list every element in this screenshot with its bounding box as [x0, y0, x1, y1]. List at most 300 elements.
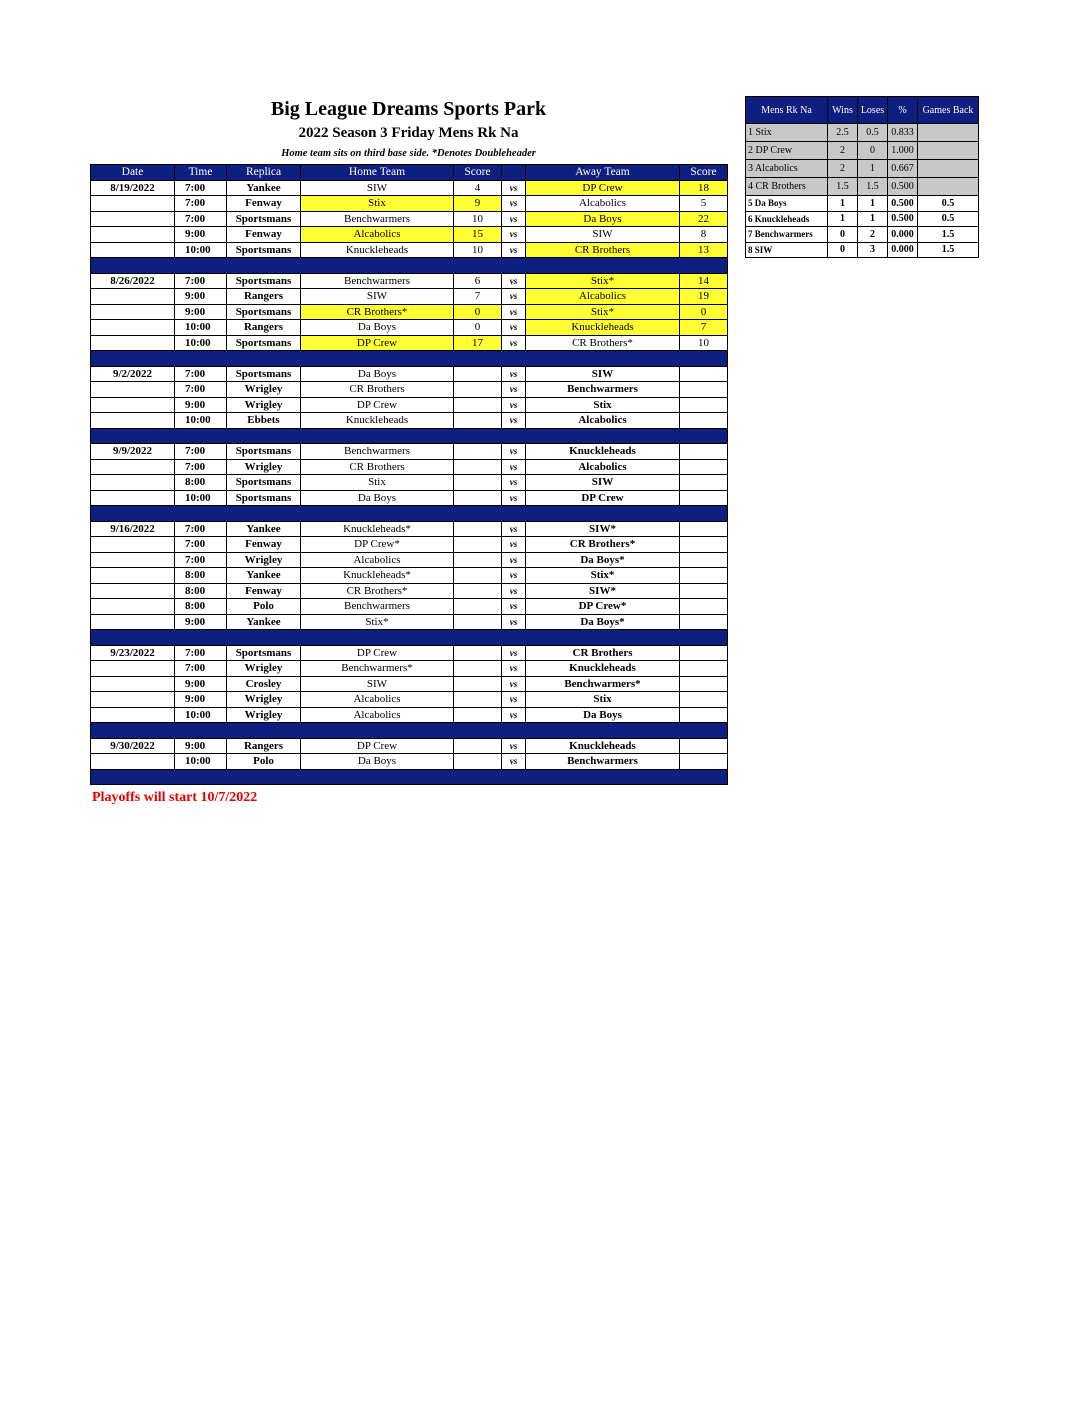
- game-time: 9:00: [175, 692, 227, 708]
- home-score: 7: [454, 289, 502, 305]
- standings-row: [746, 196, 979, 212]
- game-row: [91, 196, 728, 212]
- game-time: 7:00: [175, 645, 227, 661]
- home-score: [454, 459, 502, 475]
- standings-team-name: Benchwarmers: [754, 229, 813, 240]
- standings-team: [746, 160, 828, 178]
- standings-rank: 8: [748, 244, 753, 255]
- home-score: [454, 583, 502, 599]
- game-time: 8:00: [175, 475, 227, 491]
- away-score: 13: [680, 242, 728, 258]
- game-row: [91, 552, 728, 568]
- game-date: 9/30/2022: [91, 738, 175, 754]
- vs-label: vs: [502, 490, 526, 506]
- game-date: [91, 599, 175, 615]
- standings-games-back: [918, 124, 979, 142]
- standings-wins: 1.5: [828, 178, 858, 196]
- game-date: [91, 459, 175, 475]
- home-score: [454, 568, 502, 584]
- game-row: [91, 413, 728, 429]
- away-team: CR Brothers*: [526, 537, 680, 553]
- home-team: Da Boys: [301, 490, 454, 506]
- away-score: [680, 707, 728, 723]
- vs-label: vs: [502, 661, 526, 677]
- week-separator-cell: [91, 351, 728, 367]
- standings-row: [746, 242, 979, 258]
- game-replica: Sportsmans: [227, 475, 301, 491]
- game-time: 8:00: [175, 599, 227, 615]
- col-time: Time: [175, 165, 227, 181]
- home-score: [454, 645, 502, 661]
- standings-games-back: 1.5: [918, 227, 979, 243]
- standings-col-team: Mens Rk Na: [746, 97, 828, 124]
- home-team: CR Brothers: [301, 382, 454, 398]
- standings-rank: 1: [748, 127, 753, 138]
- home-score: [454, 692, 502, 708]
- schedule-note: Home team sits on third base side. *Denotes Doubleheader: [281, 148, 536, 159]
- game-time: 7:00: [175, 537, 227, 553]
- home-score: [454, 754, 502, 770]
- standings-row: [746, 160, 979, 178]
- game-date: [91, 227, 175, 243]
- vs-label: vs: [502, 304, 526, 320]
- vs-label: vs: [502, 614, 526, 630]
- vs-label: vs: [502, 413, 526, 429]
- away-score: [680, 692, 728, 708]
- game-replica: Wrigley: [227, 397, 301, 413]
- game-replica: Yankee: [227, 180, 301, 196]
- game-time: 7:00: [175, 196, 227, 212]
- game-date: 9/9/2022: [91, 444, 175, 460]
- standings-team: [746, 124, 828, 142]
- away-score: [680, 645, 728, 661]
- game-replica: Yankee: [227, 614, 301, 630]
- standings-team: [746, 178, 828, 196]
- home-score: [454, 413, 502, 429]
- standings-pct: 0.000: [888, 242, 918, 258]
- away-team: Alcabolics: [526, 413, 680, 429]
- week-separator: [91, 351, 728, 367]
- vs-label: vs: [502, 211, 526, 227]
- game-time: 8:00: [175, 568, 227, 584]
- game-row: [91, 382, 728, 398]
- standings-team-name: SIW: [754, 244, 773, 255]
- away-team: Knuckleheads: [526, 661, 680, 677]
- game-time: 7:00: [175, 521, 227, 537]
- away-score: 10: [680, 335, 728, 351]
- week-separator: [91, 428, 728, 444]
- standings-team: [746, 211, 828, 227]
- vs-label: vs: [502, 692, 526, 708]
- game-row: [91, 537, 728, 553]
- away-team: Stix: [526, 397, 680, 413]
- standings-pct: 0.000: [888, 227, 918, 243]
- home-score: [454, 537, 502, 553]
- away-score: 7: [680, 320, 728, 336]
- vs-label: vs: [502, 676, 526, 692]
- game-date: 9/23/2022: [91, 645, 175, 661]
- game-row: [91, 304, 728, 320]
- home-team: CR Brothers*: [301, 304, 454, 320]
- standings-row: [746, 178, 979, 196]
- standings-team-name: CR Brothers: [755, 181, 806, 192]
- standings-team-name: Da Boys: [754, 198, 787, 209]
- away-score: [680, 459, 728, 475]
- home-score: [454, 397, 502, 413]
- away-score: [680, 444, 728, 460]
- game-time: 7:00: [175, 382, 227, 398]
- game-time: 10:00: [175, 242, 227, 258]
- away-team: Stix*: [526, 304, 680, 320]
- game-date: [91, 754, 175, 770]
- standings-loses: 1: [858, 160, 888, 178]
- away-score: [680, 382, 728, 398]
- game-row: [91, 645, 728, 661]
- home-team: SIW: [301, 180, 454, 196]
- game-date: [91, 568, 175, 584]
- home-score: [454, 366, 502, 382]
- game-replica: Rangers: [227, 738, 301, 754]
- home-score: [454, 444, 502, 460]
- vs-label: vs: [502, 583, 526, 599]
- game-time: 10:00: [175, 320, 227, 336]
- vs-label: vs: [502, 521, 526, 537]
- home-team: CR Brothers: [301, 459, 454, 475]
- vs-label: vs: [502, 227, 526, 243]
- home-team: DP Crew*: [301, 537, 454, 553]
- game-row: [91, 242, 728, 258]
- game-replica: Polo: [227, 754, 301, 770]
- schedule-table: [90, 164, 728, 785]
- standings-pct: 0.500: [888, 196, 918, 212]
- home-score: [454, 707, 502, 723]
- home-team: DP Crew: [301, 397, 454, 413]
- away-score: [680, 521, 728, 537]
- game-row: [91, 211, 728, 227]
- standings-rank: 7: [748, 229, 753, 240]
- home-team: Alcabolics: [301, 227, 454, 243]
- standings-rank: 2: [748, 145, 753, 156]
- standings-games-back: [918, 160, 979, 178]
- game-row: [91, 227, 728, 243]
- col-date: Date: [91, 165, 175, 181]
- away-team: Knuckleheads: [526, 444, 680, 460]
- standings-games-back: 0.5: [918, 196, 979, 212]
- home-team: Knuckleheads*: [301, 521, 454, 537]
- standings-wins: 2: [828, 160, 858, 178]
- standings-rank: 6: [748, 213, 753, 224]
- away-team: SIW*: [526, 583, 680, 599]
- home-team: Alcabolics: [301, 707, 454, 723]
- away-team: Da Boys: [526, 707, 680, 723]
- home-team: Stix: [301, 475, 454, 491]
- game-row: [91, 459, 728, 475]
- vs-label: vs: [502, 475, 526, 491]
- standings-loses: 2: [858, 227, 888, 243]
- standings-games-back: [918, 142, 979, 160]
- standings-team-name: Knuckleheads: [754, 213, 810, 224]
- game-time: 7:00: [175, 552, 227, 568]
- home-score: 0: [454, 304, 502, 320]
- away-team: Alcabolics: [526, 289, 680, 305]
- col-vs: [502, 165, 526, 181]
- game-replica: Fenway: [227, 537, 301, 553]
- game-date: [91, 196, 175, 212]
- vs-label: vs: [502, 289, 526, 305]
- standings-team: [746, 196, 828, 212]
- game-row: [91, 583, 728, 599]
- game-row: [91, 738, 728, 754]
- vs-label: vs: [502, 196, 526, 212]
- game-time: 10:00: [175, 335, 227, 351]
- game-time: 7:00: [175, 459, 227, 475]
- away-team: DP Crew*: [526, 599, 680, 615]
- page-title: Big League Dreams Sports Park: [270, 98, 547, 120]
- week-separator-cell: [91, 769, 728, 785]
- col-replica: Replica: [227, 165, 301, 181]
- game-replica: Yankee: [227, 521, 301, 537]
- home-score: 0: [454, 320, 502, 336]
- home-score: [454, 676, 502, 692]
- game-replica: Fenway: [227, 583, 301, 599]
- game-row: [91, 273, 728, 289]
- home-score: [454, 661, 502, 677]
- away-team: Stix: [526, 692, 680, 708]
- standings-row: [746, 227, 979, 243]
- away-score: [680, 599, 728, 615]
- game-date: [91, 475, 175, 491]
- away-team: CR Brothers: [526, 242, 680, 258]
- game-row: [91, 676, 728, 692]
- standings-wins: 0: [828, 242, 858, 258]
- schedule-header-row: [91, 165, 728, 181]
- vs-label: vs: [502, 242, 526, 258]
- game-replica: Wrigley: [227, 382, 301, 398]
- game-time: 7:00: [175, 444, 227, 460]
- page-subtitle: 2022 Season 3 Friday Mens Rk Na: [298, 125, 519, 141]
- standings-games-back: [918, 178, 979, 196]
- home-team: Da Boys: [301, 320, 454, 336]
- away-score: [680, 754, 728, 770]
- away-team: Da Boys: [526, 211, 680, 227]
- game-date: [91, 676, 175, 692]
- standings-pct: 0.667: [888, 160, 918, 178]
- game-row: [91, 599, 728, 615]
- away-score: [680, 490, 728, 506]
- away-team: Da Boys*: [526, 614, 680, 630]
- away-score: 19: [680, 289, 728, 305]
- home-team: Benchwarmers: [301, 273, 454, 289]
- game-time: 9:00: [175, 397, 227, 413]
- game-date: [91, 320, 175, 336]
- standings-team-name: Stix: [755, 127, 772, 138]
- game-replica: Ebbets: [227, 413, 301, 429]
- vs-label: vs: [502, 645, 526, 661]
- game-replica: Fenway: [227, 196, 301, 212]
- standings-row: [746, 211, 979, 227]
- game-row: [91, 289, 728, 305]
- standings-pct: 1.000: [888, 142, 918, 160]
- away-score: [680, 413, 728, 429]
- standings-pct: 0.500: [888, 211, 918, 227]
- standings-pct: 0.833: [888, 124, 918, 142]
- vs-label: vs: [502, 754, 526, 770]
- game-date: [91, 289, 175, 305]
- game-date: 9/2/2022: [91, 366, 175, 382]
- away-team: Benchwarmers*: [526, 676, 680, 692]
- standings-loses: 1: [858, 196, 888, 212]
- standings-col-loses: Loses: [858, 97, 888, 124]
- game-replica: Sportsmans: [227, 645, 301, 661]
- home-team: Benchwarmers: [301, 444, 454, 460]
- away-team: CR Brothers*: [526, 335, 680, 351]
- home-team: Knuckleheads: [301, 413, 454, 429]
- game-replica: Sportsmans: [227, 490, 301, 506]
- game-row: [91, 521, 728, 537]
- game-date: 9/16/2022: [91, 521, 175, 537]
- game-row: [91, 707, 728, 723]
- standings-rank: 4: [748, 181, 753, 192]
- vs-label: vs: [502, 335, 526, 351]
- vs-label: vs: [502, 397, 526, 413]
- standings-team: [746, 227, 828, 243]
- game-replica: Wrigley: [227, 707, 301, 723]
- game-row: [91, 475, 728, 491]
- away-team: SIW: [526, 475, 680, 491]
- home-score: 10: [454, 242, 502, 258]
- standings-team-name: DP Crew: [755, 145, 793, 156]
- home-team: SIW: [301, 676, 454, 692]
- home-team: SIW: [301, 289, 454, 305]
- away-team: DP Crew: [526, 180, 680, 196]
- game-date: [91, 692, 175, 708]
- game-date: [91, 552, 175, 568]
- week-separator-cell: [91, 506, 728, 522]
- vs-label: vs: [502, 459, 526, 475]
- away-score: [680, 568, 728, 584]
- standings-team-name: Alcabolics: [754, 163, 798, 174]
- away-team: Stix*: [526, 568, 680, 584]
- vs-label: vs: [502, 537, 526, 553]
- game-row: [91, 397, 728, 413]
- standings-loses: 1.5: [858, 178, 888, 196]
- away-team: Knuckleheads: [526, 738, 680, 754]
- away-team: SIW: [526, 227, 680, 243]
- home-score: 4: [454, 180, 502, 196]
- home-score: [454, 521, 502, 537]
- game-row: [91, 335, 728, 351]
- game-date: [91, 397, 175, 413]
- game-replica: Sportsmans: [227, 273, 301, 289]
- game-replica: Sportsmans: [227, 335, 301, 351]
- vs-label: vs: [502, 180, 526, 196]
- game-row: [91, 568, 728, 584]
- col-home-score: Score: [454, 165, 502, 181]
- game-replica: Wrigley: [227, 552, 301, 568]
- away-score: [680, 366, 728, 382]
- week-separator-cell: [91, 428, 728, 444]
- game-time: 10:00: [175, 413, 227, 429]
- standings-row: [746, 142, 979, 160]
- vs-label: vs: [502, 273, 526, 289]
- home-team: Da Boys: [301, 754, 454, 770]
- standings-rank: 5: [748, 198, 753, 209]
- home-team: Stix*: [301, 614, 454, 630]
- week-separator-cell: [91, 258, 728, 274]
- week-separator-cell: [91, 723, 728, 739]
- week-separator: [91, 630, 728, 646]
- vs-label: vs: [502, 552, 526, 568]
- standings-wins: 2.5: [828, 124, 858, 142]
- home-score: 9: [454, 196, 502, 212]
- week-separator: [91, 258, 728, 274]
- week-separator: [91, 506, 728, 522]
- game-row: [91, 490, 728, 506]
- game-replica: Rangers: [227, 320, 301, 336]
- standings-loses: 1: [858, 211, 888, 227]
- home-team: CR Brothers*: [301, 583, 454, 599]
- home-team: Da Boys: [301, 366, 454, 382]
- standings-wins: 0: [828, 227, 858, 243]
- standings-wins: 1: [828, 211, 858, 227]
- away-team: Alcabolics: [526, 196, 680, 212]
- game-replica: Sportsmans: [227, 444, 301, 460]
- away-team: CR Brothers: [526, 645, 680, 661]
- away-team: Benchwarmers: [526, 382, 680, 398]
- game-date: [91, 614, 175, 630]
- game-row: [91, 444, 728, 460]
- home-score: 6: [454, 273, 502, 289]
- game-date: [91, 707, 175, 723]
- vs-label: vs: [502, 366, 526, 382]
- away-team: Alcabolics: [526, 459, 680, 475]
- home-team: Knuckleheads*: [301, 568, 454, 584]
- game-date: [91, 382, 175, 398]
- home-score: 15: [454, 227, 502, 243]
- game-time: 8:00: [175, 583, 227, 599]
- home-score: [454, 614, 502, 630]
- home-score: 17: [454, 335, 502, 351]
- away-team: SIW*: [526, 521, 680, 537]
- away-score: [680, 583, 728, 599]
- away-team: Stix*: [526, 273, 680, 289]
- game-row: [91, 661, 728, 677]
- week-separator: [91, 723, 728, 739]
- standings-col-games-back: Games Back: [918, 97, 979, 124]
- standings-games-back: 0.5: [918, 211, 979, 227]
- game-replica: Sportsmans: [227, 366, 301, 382]
- game-time: 9:00: [175, 304, 227, 320]
- week-separator-cell: [91, 630, 728, 646]
- game-date: [91, 335, 175, 351]
- vs-label: vs: [502, 320, 526, 336]
- vs-label: vs: [502, 599, 526, 615]
- standings-team: [746, 242, 828, 258]
- home-team: Knuckleheads: [301, 242, 454, 258]
- game-replica: Polo: [227, 599, 301, 615]
- away-score: [680, 552, 728, 568]
- game-date: [91, 211, 175, 227]
- away-score: [680, 676, 728, 692]
- away-team: Knuckleheads: [526, 320, 680, 336]
- home-score: 10: [454, 211, 502, 227]
- home-score: [454, 382, 502, 398]
- standings-team: [746, 142, 828, 160]
- game-time: 9:00: [175, 289, 227, 305]
- game-row: [91, 614, 728, 630]
- game-date: 8/26/2022: [91, 273, 175, 289]
- game-replica: Sportsmans: [227, 242, 301, 258]
